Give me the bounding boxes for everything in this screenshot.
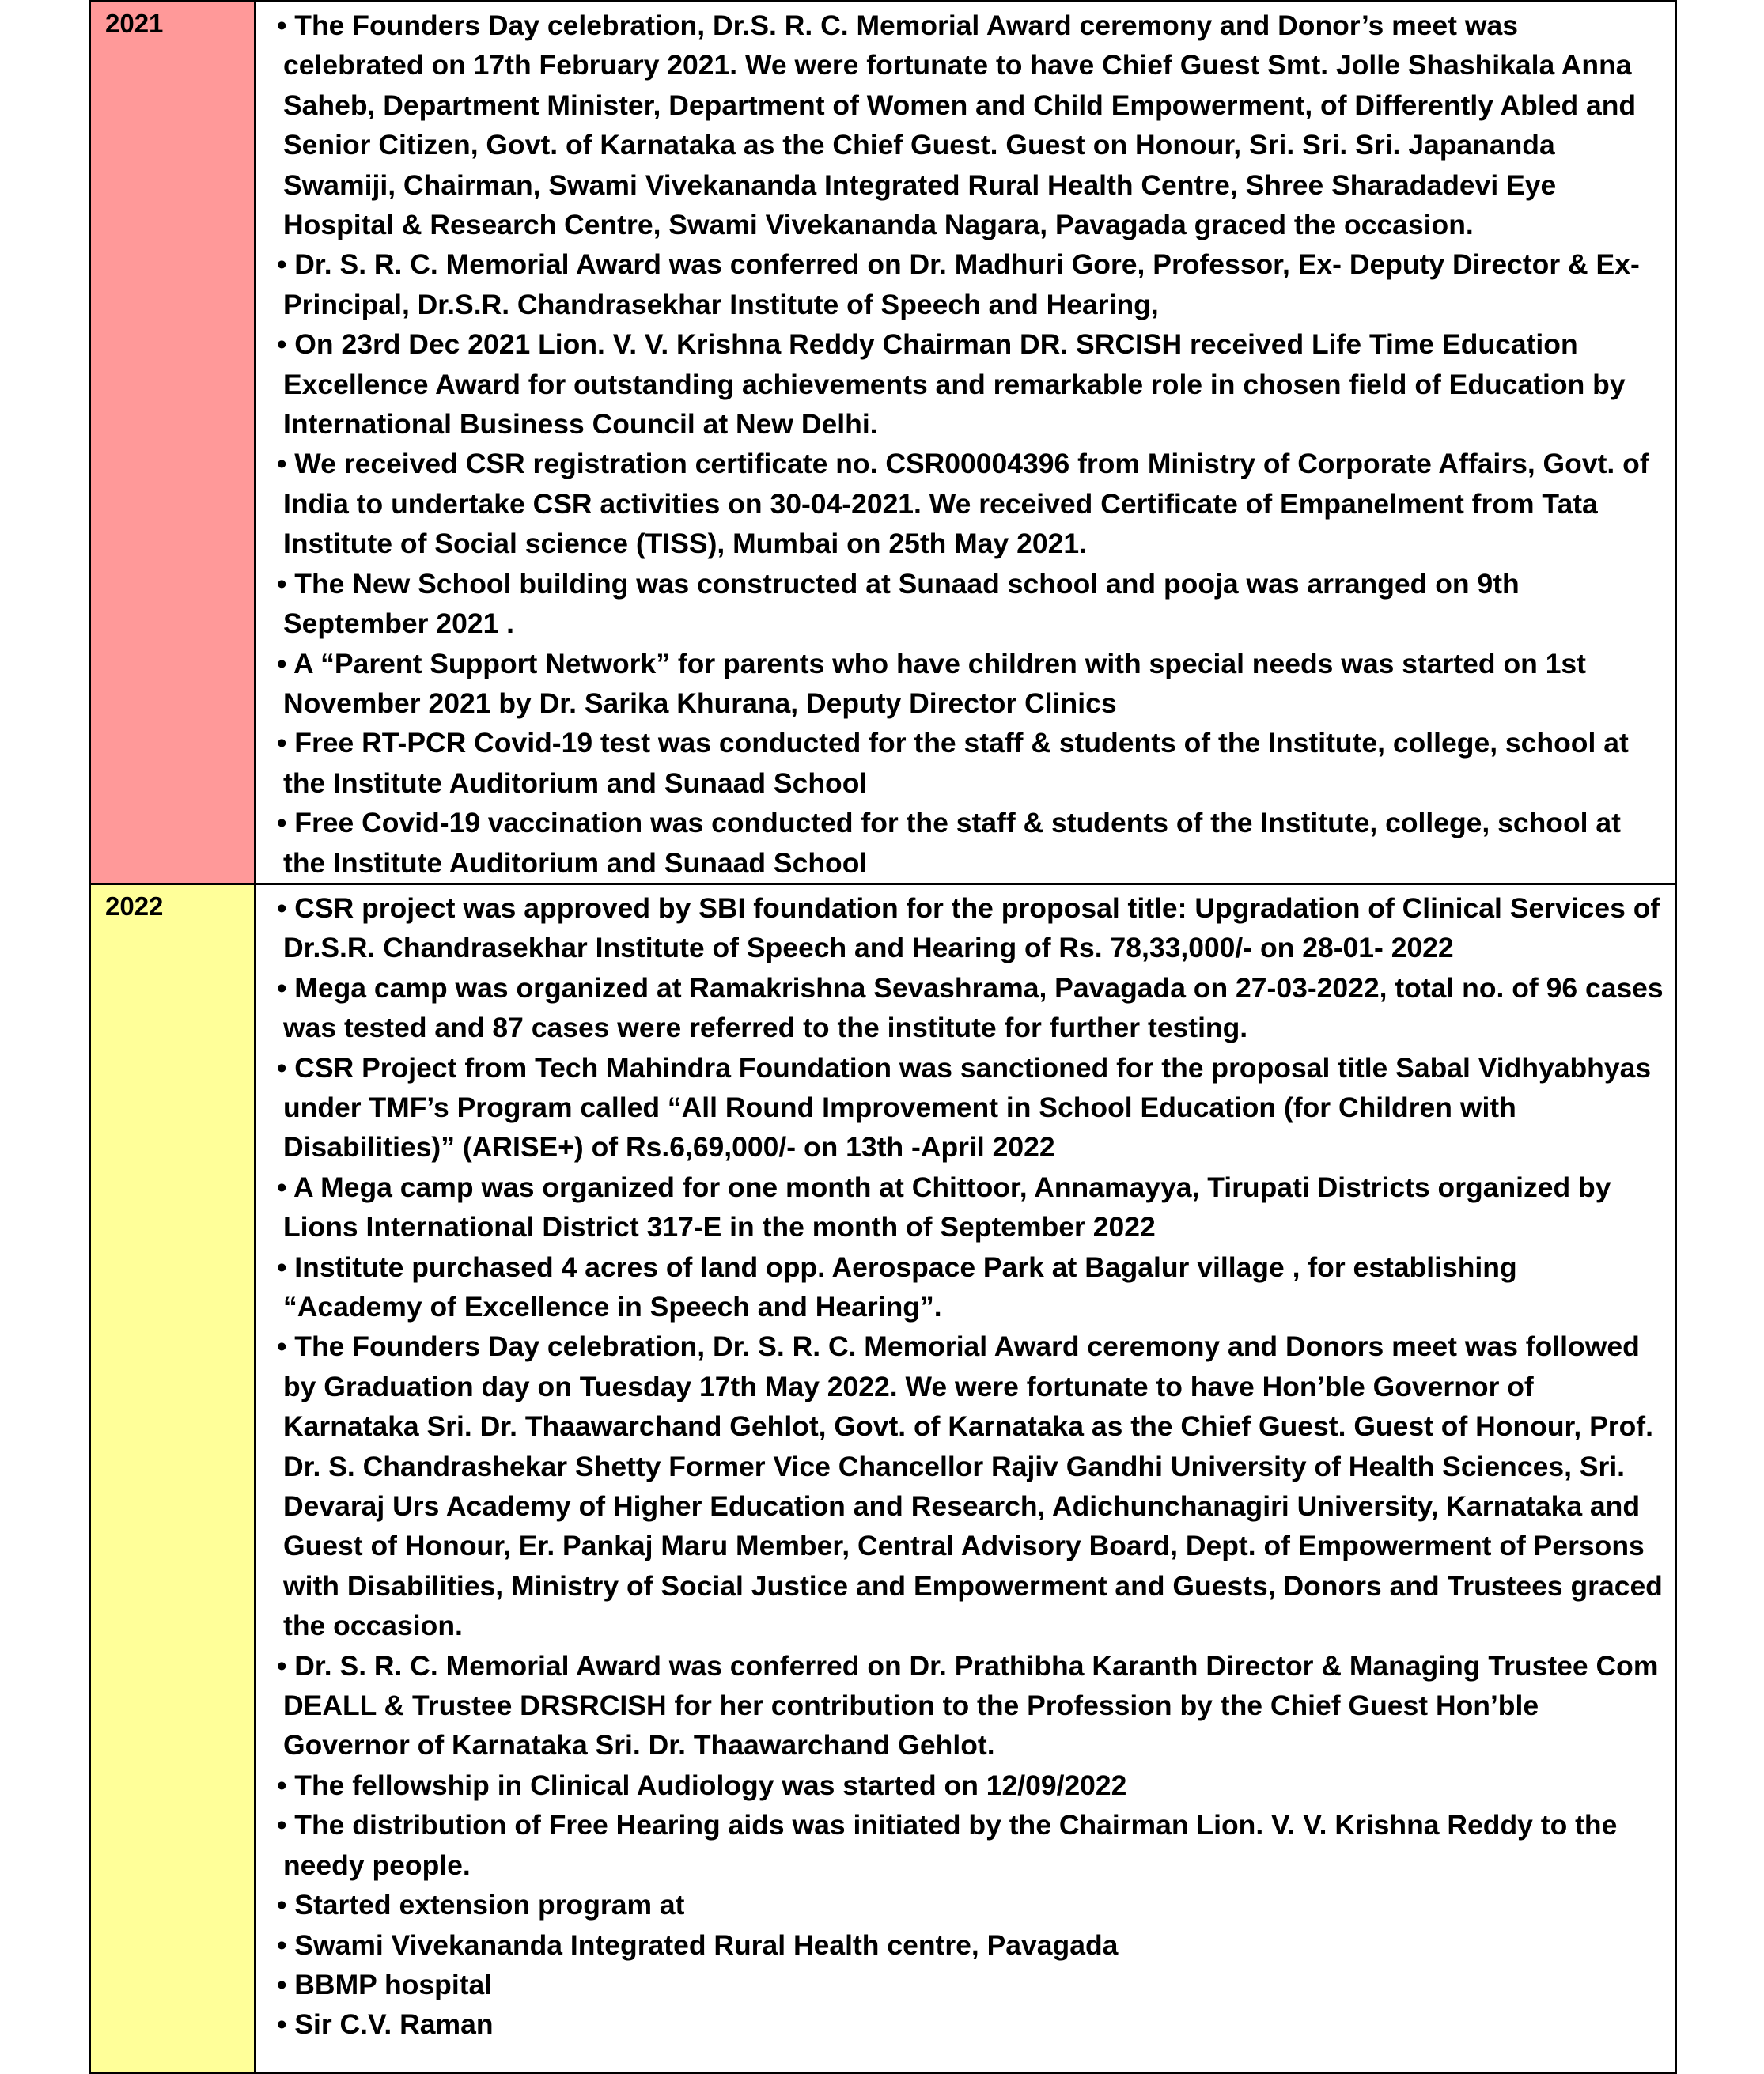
list-item: • The fellowship in Clinical Audiology was started on 12/09/2022 xyxy=(277,1769,1127,1801)
list-item: • A “Parent Support Network” for parents who have children with special needs was started on 1st November 2021 by Dr. Sarika Khurana, Deputy Director Clinics xyxy=(277,647,1586,719)
sub-list-item: • Swami Vivekananda Integrated Rural Health centre, Pavagada xyxy=(277,1928,1119,1961)
content-cell-2022 xyxy=(256,884,1676,2072)
list-item: • The New School building was constructed at Sunaad school and pooja was arranged on 9th September 2021 . xyxy=(277,567,1520,640)
list-item: • The distribution of Free Hearing aids was initiated by the Chairman Lion. V. V. Krishna Reddy to the needy people. xyxy=(277,1809,1618,1881)
list-item: • Mega camp was organized at Ramakrishna Sevashrama, Pavagada on 27-03-2022, total no. of 96 cases was tested and 87 cases were referred to the institute for further testing. xyxy=(277,971,1664,1044)
list-item: • Started extension program at xyxy=(277,1889,685,1921)
list-item: • Institute purchased 4 acres of land opp. Aerospace Park at Bagalur village , for establishing “Academy of Excellence in Speech and Hearing”. xyxy=(277,1251,1517,1323)
sub-list-item: • Sir C.V. Raman xyxy=(277,2008,494,2041)
list-item: • A Mega camp was organized for one month at Chittoor, Annamayya, Tirupati Districts organized by Lions International District 317-E in the month of September 2022 xyxy=(277,1171,1611,1243)
list-item: • Free Covid-19 vaccination was conducted for the staff & students of the Institute, college, school at the Institute Auditorium and Sunaad School xyxy=(277,807,1621,879)
list-item: • Dr. S. R. C. Memorial Award was conferred on Dr. Prathibha Karanth Director & Managing Trustee Com DEALL & Trustee DRSRCISH for her contribution to the Profession by the Chief Guest Hon’ble Governor of Karnataka Sri. Dr. Thaawarchand Gehlot. xyxy=(277,1649,1659,1762)
table-row xyxy=(90,2,1676,884)
sub-list-item: • BBMP hospital xyxy=(277,1968,493,2000)
year-label: 2021 xyxy=(105,9,164,38)
table-row xyxy=(90,884,1676,2072)
list-item: • CSR project was approved by SBI foundation for the proposal title: Upgradation of Clinical Services of Dr.S.R. Chandrasekhar Institute of Speech and Hearing of Rs. 78,33,000/- on 28-01- 2022 xyxy=(277,891,1660,964)
list-item: • The Founders Day celebration, Dr.S. R. C. Memorial Award ceremony and Donor’s meet was celebrated on 17th February 2021. We were fortunate to have Chief Guest Smt. Jolle Shashikala Anna Saheb, Department Minister, Department of Women and Child Empowerment, of Differently Abled and Senior Citizen, Govt. of Karnataka as the Chief Guest. Guest on Honour, Sri. Sri. Sri. Japananda Swamiji, Chairman, Swami Vivekananda Integrated Rural Health Centre, Shree Sharadadevi Eye Hospital & Research Centre, Swami Vivekananda Nagara, Pavagada graced the occasion. xyxy=(277,9,1637,241)
list-item: • The Founders Day celebration, Dr. S. R. C. Memorial Award ceremony and Donors meet was followed by Graduation day on Tuesday 17th May 2022. We were fortunate to have Hon’ble Governor of Karnataka Sri. Dr. Thaawarchand Gehlot, Govt. of Karnataka as the Chief Guest. Guest of Honour, Prof. Dr. S. Chandrashekar Shetty Former Vice Chancellor Rajiv Gandhi University of Health Sciences, Sri. Devaraj Urs Academy of Higher Education and Research, Adichunchanagiri University, Karnataka and Guest of Honour, Er. Pankaj Maru Member, Central Advisory Board, Dept. of Empowerment of Persons with Disabilities, Ministry of Social Justice and Empowerment and Guests, Donors and Trustees graced the occasion. xyxy=(277,1330,1663,1642)
content-cell-2021 xyxy=(256,2,1676,884)
timeline-table xyxy=(89,0,1677,2074)
list-item: • Free RT-PCR Covid-19 test was conducted for the staff & students of the Institute, college, school at the Institute Auditorium and Sunaad School xyxy=(277,727,1629,799)
year-cell-2022 xyxy=(90,884,256,2072)
year-label: 2022 xyxy=(105,891,164,921)
list-item: • On 23rd Dec 2021 Lion. V. V. Krishna Reddy Chairman DR. SRCISH received Life Time Education Excellence Award for outstanding achievements and remarkable role in chosen field of Education by International Business Council at New Delhi. xyxy=(277,328,1626,441)
year-cell-2021 xyxy=(90,2,256,884)
list-item: • CSR Project from Tech Mahindra Foundation was sanctioned for the proposal title Sabal Vidhyabhyas under TMF’s Program called “All Round Improvement in School Education (for Children with Disabilities)” (ARISE+) of Rs.6,69,000/- on 13th -April 2022 xyxy=(277,1051,1652,1164)
list-item: • We received CSR registration certificate no. CSR00004396 from Ministry of Corporate Affairs, Govt. of India to undertake CSR activities on 30-04-2021. We received Certificate of Empanelment from Tata Institute of Social science (TISS), Mumbai on 25th May 2021. xyxy=(277,448,1649,560)
list-item: • Dr. S. R. C. Memorial Award was conferred on Dr. Madhuri Gore, Professor, Ex- Deputy Director & Ex-Principal, Dr.S.R. Chandrasekhar Institute of Speech and Hearing, xyxy=(277,248,1640,320)
